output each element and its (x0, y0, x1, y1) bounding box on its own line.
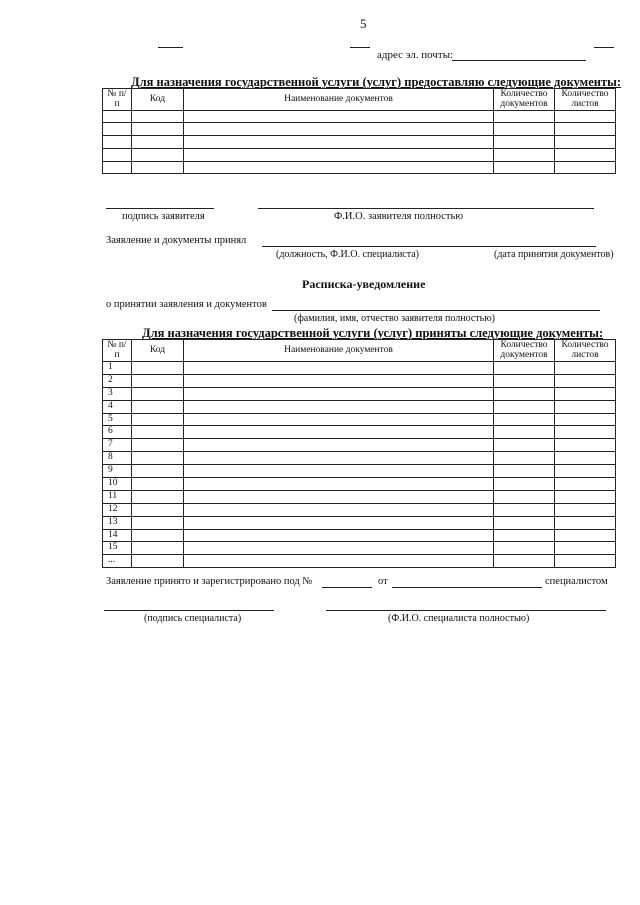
table-row (103, 111, 616, 123)
table-row (103, 503, 616, 516)
table-row (103, 149, 616, 162)
row-number: 5 (103, 413, 132, 426)
registration-text-specialist: специалистом (545, 576, 608, 587)
page-number: 5 (360, 16, 367, 31)
receipt-about-label: о принятии заявления и документов (106, 299, 267, 310)
row-number: 2 (103, 374, 132, 387)
row-number: 8 (103, 452, 132, 465)
table-row (103, 490, 616, 503)
row-number: 12 (103, 503, 132, 516)
row-number: 13 (103, 516, 132, 529)
table-row (103, 465, 616, 478)
applicant-name-line[interactable] (258, 208, 594, 209)
table-row (103, 426, 616, 439)
specialist-signature-line[interactable] (104, 610, 274, 611)
email-label: адрес эл. почты: (377, 49, 454, 61)
row-number: 4 (103, 400, 132, 413)
receipt-title: Расписка-уведомление (302, 277, 426, 291)
table-row (103, 400, 616, 413)
table-header-row (103, 89, 616, 111)
receipt-fio-line[interactable] (272, 310, 600, 311)
registration-text-from: от (378, 576, 388, 587)
column-header-code: Код (132, 340, 184, 362)
table-row (103, 478, 616, 491)
row-number: 6 (103, 426, 132, 439)
receipt-fio-caption: (фамилия, имя, отчество заявителя полностью) (294, 313, 496, 324)
table-header-row (103, 340, 616, 362)
section2-heading: Для назначения государственной услуги (услуг) приняты следующие документы: (142, 326, 604, 340)
specialist-name-caption: (Ф.И.О. специалиста полностью) (388, 613, 530, 624)
row-number: 3 (103, 387, 132, 400)
table-row (103, 374, 616, 387)
specialist-name-line[interactable] (326, 610, 606, 611)
row-number: 15 (103, 542, 132, 555)
top-dash-right (594, 47, 614, 48)
table-row (103, 387, 616, 400)
top-dash-middle (350, 47, 370, 48)
top-dash-left (158, 47, 183, 48)
table-row (103, 452, 616, 465)
table-row (103, 362, 616, 375)
column-header-number: № п/п (103, 340, 132, 362)
row-number: 7 (103, 439, 132, 452)
table-row (103, 542, 616, 555)
row-number: 14 (103, 529, 132, 542)
column-header-number: № п/п (103, 89, 132, 111)
section1-heading: Для назначения государственной услуги (услуг) предоставляю следующие документы: (131, 75, 622, 89)
table-row (103, 516, 616, 529)
applicant-name-caption: Ф.И.О. заявителя полностью (334, 211, 464, 222)
row-number: 9 (103, 465, 132, 478)
column-header-name: Наименование документов (184, 89, 494, 111)
registration-date-field[interactable] (392, 587, 542, 588)
row-number: 1 (103, 362, 132, 375)
accepted-by-line[interactable] (262, 246, 596, 247)
email-field[interactable] (452, 60, 586, 61)
table-row (103, 439, 616, 452)
column-header-doc-count: Количество документов (494, 89, 555, 111)
row-number: 10 (103, 478, 132, 491)
accepted-documents-table (102, 339, 616, 568)
table-row (103, 136, 616, 149)
table-row (103, 529, 616, 542)
position-caption: (должность, Ф.И.О. специалиста) (276, 249, 419, 260)
column-header-sheet-count: Количество листов (555, 340, 616, 362)
column-header-doc-count: Количество документов (494, 340, 555, 362)
row-number: 11 (103, 490, 132, 503)
table-row (103, 123, 616, 136)
column-header-code: Код (132, 89, 184, 111)
applicant-signature-line[interactable] (106, 208, 214, 209)
registration-text-number: Заявление принято и зарегистрировано под № (106, 576, 313, 587)
date-caption: (дата принятия документов) (494, 249, 614, 260)
row-number: ... (103, 555, 132, 568)
table-row (103, 413, 616, 426)
column-header-sheet-count: Количество листов (555, 89, 616, 111)
specialist-signature-caption: (подпись специалиста) (144, 613, 242, 624)
column-header-name: Наименование документов (184, 340, 494, 362)
submitted-documents-table (102, 88, 616, 174)
registration-number-field[interactable] (322, 587, 372, 588)
accepted-label: Заявление и документы принял (106, 235, 247, 246)
table-row (103, 162, 616, 174)
applicant-signature-caption: подпись заявителя (122, 211, 205, 222)
table-row (103, 555, 616, 568)
